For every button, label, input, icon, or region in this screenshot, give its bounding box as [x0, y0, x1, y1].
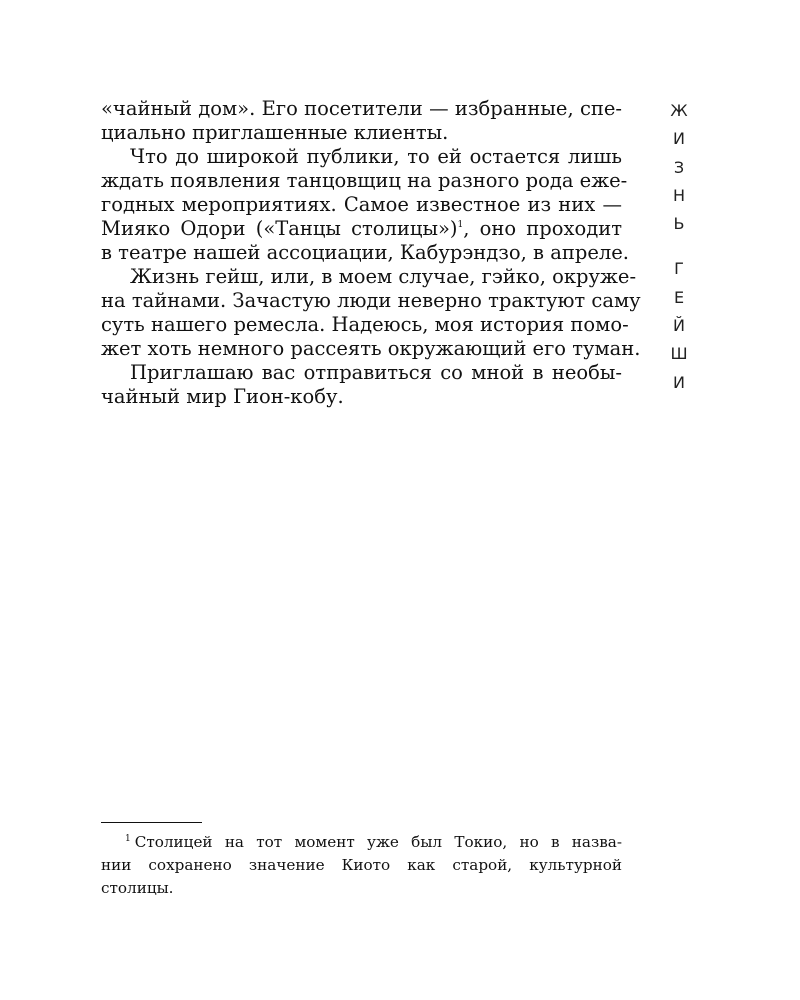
title-letter: И — [673, 129, 685, 149]
text-fragment: Мияко Одори («Танцы столицы») — [101, 217, 458, 240]
running-title — [668, 97, 690, 397]
text-line: «чайный дом». Его посетители — избранные, спе- — [101, 97, 622, 120]
footnote-divider — [101, 822, 202, 823]
text-line: на тайнами. Зачастую люди неверно трактуют саму — [101, 289, 641, 312]
title-letter: Й — [673, 316, 685, 336]
text-fragment: , оно проходит — [463, 217, 622, 240]
text-line-with-footnote — [101, 217, 622, 241]
title-letter: Г — [674, 259, 684, 279]
text-line: жет хоть немного рассеять окружающий его туман. — [101, 337, 641, 360]
footnote — [101, 831, 622, 900]
footnote-marker: 1 — [125, 834, 131, 844]
footnote-line: столицы. — [101, 879, 174, 897]
text-line: Приглашаю вас отправиться со мной в необы- — [130, 361, 622, 384]
footnote-line: нии сохранено значение Киото как старой, культурной — [101, 856, 622, 874]
title-letter: Е — [673, 287, 685, 307]
main-text — [101, 97, 641, 409]
text-line: чайный мир Гион-кобу. — [101, 385, 344, 408]
title-letter: Ь — [673, 214, 685, 234]
footnote-line — [101, 831, 622, 854]
text-line: в театре нашей ассоциации, Кабурэндзо, в апреле. — [101, 241, 629, 264]
title-letter: Н — [672, 185, 686, 205]
text-line: Жизнь гейш, или, в моем случае, гэйко, окруже- — [130, 265, 637, 288]
title-letter: И — [673, 372, 685, 392]
footnote-reference[interactable]: 1 — [457, 220, 464, 230]
text-line: годных мероприятиях. Самое известное из них — — [101, 193, 622, 216]
footnote-text: Столицей на тот момент уже был Токио, но в назва- — [134, 833, 622, 851]
title-letter: З — [673, 157, 685, 177]
text-line: циально приглашенные клиенты. — [101, 121, 449, 144]
text-line: Что до широкой публики, то ей остается лишь — [130, 145, 622, 168]
text-line: ждать появления танцовщиц на разного рода еже- — [101, 169, 628, 192]
title-word-gap — [668, 238, 690, 255]
title-letter: Ж — [670, 101, 688, 120]
text-line: суть нашего ремесла. Надеюсь, моя история помо- — [101, 313, 629, 336]
title-letter: Ш — [670, 344, 688, 364]
